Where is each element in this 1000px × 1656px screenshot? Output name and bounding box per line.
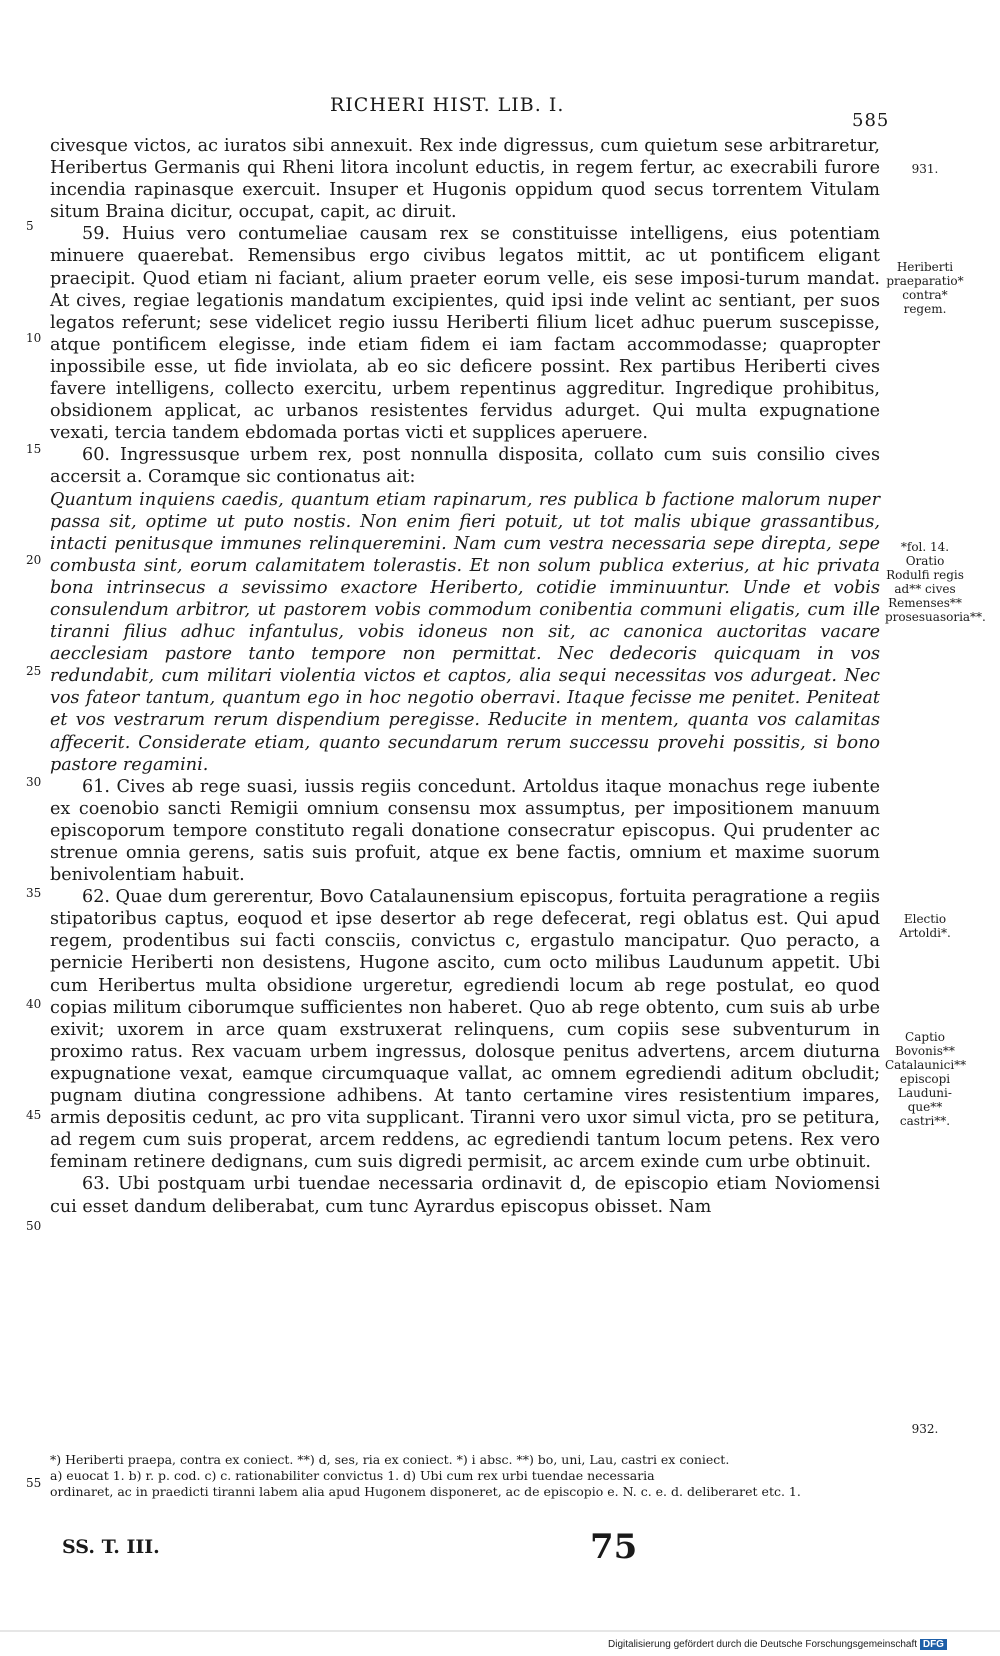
divider (0, 1630, 1000, 1632)
paragraph-60: 60. Ingressusque urbem rex, post nonnulla disposita, collato cum suis consilio cives accersit a. Coramque sic contionatus ait: (50, 445, 880, 488)
sheet-number: 75 (590, 1527, 638, 1567)
margin-note: Electio Artoldi*. (899, 912, 951, 940)
paragraph-continuation: civesque victos, ac iuratos sibi annexuit. Rex inde digressus, cum quietum sese arbitraretur, Heribertus Germanis qui Rheni litora incolunt eductis, in regem fertur, ac execrabili furore incendia rapinasque exercuit. Insuper et Hugonis oppidum quod secus torrentem Vitulam situm Braina dicitur, occupat, capit, ac diruit. (50, 136, 880, 223)
margin-note-year: 931. (911, 162, 939, 176)
footnotes (50, 1452, 880, 1500)
oration-text: Quantum inquiens caedis, quantum etiam rapinarum, res publica b factione malorum nuper passa sit, optime ut puto nostis. Non enim fieri potuit, ut tot malis ubique grassantibus, intacti penitusque immunes relinqueremini. Nam cum vestra necessaria sepe direpta, sepe combusta sint, eorum calamitatem tolerastis. Et non solum publica exterius, at hic privata bona intrinsecus a sevissimo exactore Heriberto, cotidie imminuuntur. Unde et vobis consulendum arbitror, ut pastorem vobis commodum conibentia communi eligatis, cum ille tiranni filius adhuc infantulus, vobis idoneus non sit, ac canonica auctoritas vacare aecclesiam pastore tanto tempore non permittat. Nec dedecoris quicquam in vos redundabit, cum militari violentia victos et captos, alia sequi necessitas vos adurgeat. Nec vos fateor tantum, quantum ego in hoc negotio oberravi. Itaque fecisse me penitet. Peniteat et vos vestrarum rerum dispendium peregisse. Reducite in mentem, quanta vos calamitas affecerit. Considerate etiam, quanto secundarum rerum successu provehi possitis, si bono pastore regamini. (50, 489, 880, 775)
paragraph-59: 59. Huius vero contumeliae causam rex se constituisse intelligens, eius potentiam minuere quaerebat. Remensibus ergo civibus legatos mittit, ac ut pontificem eligant praecipit. Quod etiam ni faciant, alium praeter eorum velle, eis sese imposi-turum mandat. At cives, regiae legationis mandatum excipientes, quid ipsi inde velint ac sentiant, per suos legatos referunt; sese videlicet regio iussu Heriberti filium licet adhuc puerum suscepisse, atque pontificem elegisse, inde etiam fidem ei iam factam accommodasse; quapropter inpossibile esse, ut fide inviolata, ab eo sic deficere possint. Rex partibus Heriberti cives favere intelligens, collecto exercitu, urbem repentinus aggreditur. Ingredique prohibitus, obsidionem applicat, ac urbanos resistentes fervidus adurget. Qui multa expugnatione vexati, tercia tandem ebdomada portas victi et supplices aperuere. (50, 224, 880, 444)
credit-text: Digitalisierung gefördert durch die Deutsche Forschungsgemeinschaft (608, 1639, 918, 1650)
line-number: 55 (26, 1476, 42, 1490)
margin-note: *fol. 14. Oratio Rodulfi regis ad** cives Remenses** prosesuasoria**. (885, 540, 986, 624)
margin-note-year: 932. (911, 1422, 939, 1436)
running-title: RICHERI HIST. LIB. I. (330, 94, 565, 116)
digitization-credit (608, 1639, 947, 1650)
footnote-line: ordinaret, ac in praedicti tiranni labem alia apud Hugonem disponeret, ac de episcopio e. N. c. e. d. deliberaret etc. 1. (50, 1484, 801, 1499)
footnote-line: *) Heriberti praepa, contra ex coniect. **) d, ses, ria ex coniect. *) i absc. **) bo, uni, Lau, castri ex coniect. (50, 1452, 730, 1467)
margin-note: Captio Bovonis** Catalaunici** episcopi Lauduni-que** castri**. (885, 1030, 967, 1128)
dfg-logo-icon: DFG (920, 1639, 947, 1650)
line-number: 35 (26, 886, 42, 900)
line-number: 10 (26, 331, 42, 345)
line-number: 50 (26, 1219, 42, 1233)
main-text (50, 135, 880, 1218)
line-number: 5 (26, 219, 34, 233)
line-number: 30 (26, 775, 42, 789)
paragraph-61: 61. Cives ab rege suasi, iussis regiis concedunt. Artoldus itaque monachus rege iubente ex coenobio sancti Remigii omnium consensu mox assumptus, per impositionem manuum episcoporum tempore constituto regali donatione consecratur episcopus. Qui prudenter ac strenue omnia gerens, satis suis profuit, atque ex bene factis, omnium et maxime suorum benivolentiam habuit. (50, 776, 880, 886)
paragraph-62: 62. Quae dum gererentur, Bovo Catalaunensium episcopus, fortuita peragratione a regiis stipatoribus captus, eoquod et ipse desertor ab rege defecerat, regi oblatus est. Qui apud regem, prodentibus sui facti consciis, convictus c, ergastulo mancipatur. Quo peracto, a pernicie Heriberti non desistens, Hugone ascito, cum octo milibus Laudunum appetit. Ubi cum Heribertus multa obsidione urgeretur, egrediendi locum ab rege postulat, eo quod copias militum ciborumque sufficientes non haberet. Quo ab rege obtento, cum suis ab urbe exivit; uxorem in arce quam exstruxerat relinquens, cum copiis sese subventurum in proximo ratus. Rex vacuam urbem ingressus, dolosque penitus advertens, arcem diuturna expugnatione vexat, eamque circumquaque vallat, ac omnem egrediendi aditum obcludit; pugnam diutina congressione adhibens. At tanto certamine vires resistentium impares, armis depositis cedunt, ac pro vita supplicant. Tiranni vero uxor simul victa, pro se petitura, ad regem cum suis properat, arcem reddens, ac egrediendi tantum locum petens. Rex vero feminam retinere dedignans, cum suis digredi permisit, ac arcem exinde cum urbe obtinuit. (50, 887, 880, 1173)
line-number: 45 (26, 1108, 42, 1122)
line-number: 15 (26, 442, 42, 456)
page-number: 585 (852, 110, 890, 131)
line-number: 25 (26, 664, 42, 678)
footnote-line: a) euocat 1. b) r. p. cod. c) c. rationabiliter convictus 1. d) Ubi cum rex urbi tuendae necessaria (50, 1468, 655, 1483)
signature-mark: SS. T. III. (62, 1536, 160, 1558)
margin-note: Heriberti praeparatio* contra* regem. (886, 260, 964, 316)
line-number: 40 (26, 997, 42, 1011)
line-number: 20 (26, 553, 42, 567)
paragraph-63: 63. Ubi postquam urbi tuendae necessaria ordinavit d, de episcopio etiam Noviomensi cui esset dandum deliberabat, cum tunc Ayrardus episcopus obisset. Nam (50, 1174, 880, 1217)
